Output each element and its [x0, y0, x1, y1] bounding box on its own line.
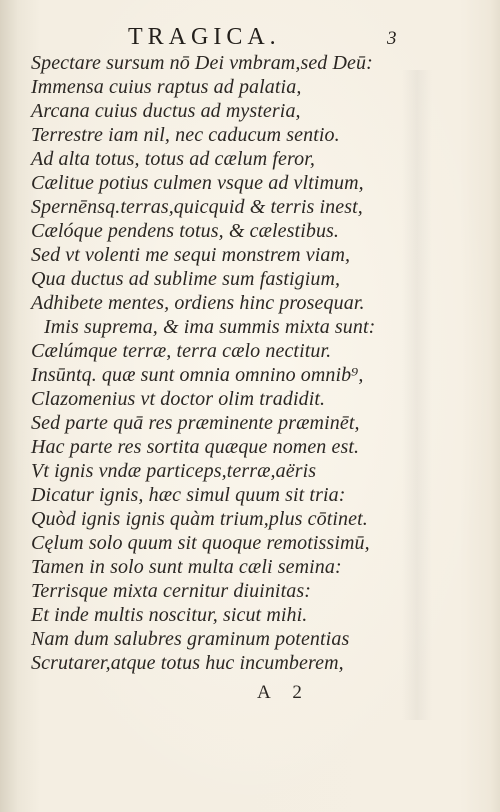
verse-line: Spectare sursum nō Dei vmbram,sed Deū:	[31, 52, 373, 74]
verse-line: Nam dum salubres graminum potentias	[31, 628, 350, 650]
verse-line: Clazomenius vt doctor olim tradidit.	[31, 388, 326, 410]
verse-line: Terrisque mixta cernitur diuinitas:	[31, 580, 311, 602]
signature-mark: A 2	[257, 682, 311, 703]
verse-line: Scrutarer,atque totus huc incumberem,	[31, 652, 344, 674]
verse-line: Dicatur ignis, hæc simul quum sit tria:	[31, 484, 346, 506]
verse-line: Sed parte quā res præminente præminēt,	[31, 412, 360, 434]
verse-line: Cęlum solo quum sit quoque remotissimū,	[31, 532, 370, 554]
verse-line: Arcana cuius ductus ad mysteria,	[31, 100, 301, 122]
verse-line: Et inde multis noscitur, sicut mihi.	[31, 604, 308, 626]
verse-line: Imis suprema, & ima summis mixta sunt:	[44, 316, 376, 338]
verse-line: Quòd ignis ignis quàm trium,plus cōtinet.	[31, 508, 368, 530]
page-number: 3	[387, 28, 397, 49]
verse-line: Ad alta totus, totus ad cælum feror,	[31, 148, 315, 170]
verse-line: Cælitue potius culmen vsque ad vltimum,	[31, 172, 364, 194]
verse-line: Qua ductus ad sublime sum fastigium,	[31, 268, 341, 290]
verse-line: Insūntq. quæ sunt omnia omnino omnib⁹,	[31, 364, 364, 386]
verse-line: Sed vt volenti me sequi monstrem viam,	[31, 244, 351, 266]
verse-line: Spernēnsq.terras,quicquid & terris inest,	[31, 196, 363, 218]
verse-line: Immensa cuius raptus ad palatia,	[31, 76, 302, 98]
verse-line: Cælúmque terræ, terra cælo nectitur.	[31, 340, 332, 362]
verse-line: Cælóque pendens totus, & cælestibus.	[31, 220, 340, 242]
show-through-shadow	[402, 70, 432, 720]
verse-line: Tamen in solo sunt multa cæli semina:	[31, 556, 342, 578]
running-head: TRAGICA.	[128, 24, 281, 50]
verse-line: Vt ignis vndæ particeps,terræ,aëris	[31, 460, 317, 482]
verse-line: Terrestre iam nil, nec caducum sentio.	[31, 124, 340, 146]
page-header	[0, 22, 500, 52]
verse-line: Hac parte res sortita quæque nomen est.	[31, 436, 360, 458]
verse-line: Adhibete mentes, ordiens hinc prosequar.	[31, 292, 365, 314]
